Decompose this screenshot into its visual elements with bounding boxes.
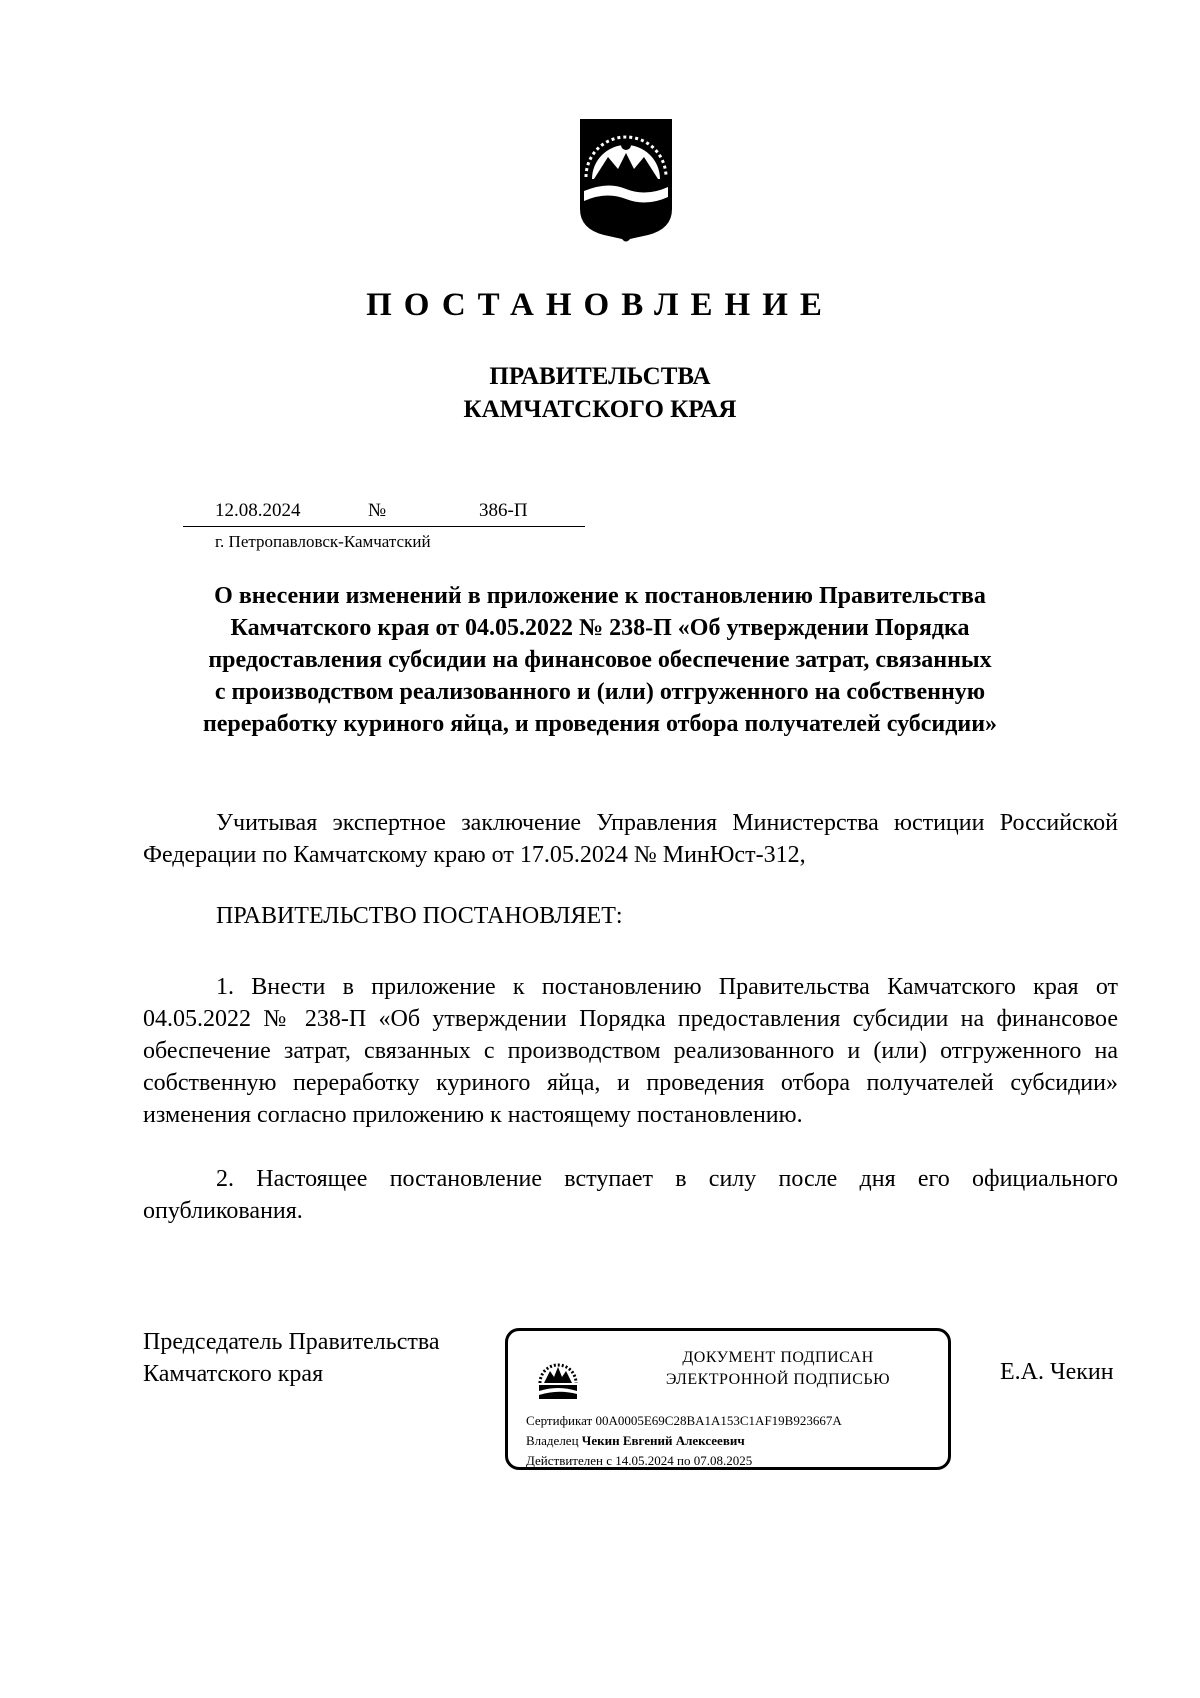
owner-label: Владелец xyxy=(526,1433,579,1448)
valid-to-value: 07.08.2025 xyxy=(693,1453,753,1468)
certificate-line xyxy=(526,1413,842,1429)
valid-from-label: с xyxy=(606,1453,612,1468)
signatory-position xyxy=(143,1326,440,1390)
decree-statement: ПРАВИТЕЛЬСТВО ПОСТАНОВЛЯЕТ: xyxy=(216,903,623,929)
stamp-heading xyxy=(618,1347,938,1391)
stamp-emblem-icon xyxy=(536,1349,580,1401)
preamble-paragraph: Учитывая экспертное заключение Управления Министерства юстиции Российской Федерации по Камчатскому краю от 17.05.2024 № МинЮст-312, xyxy=(143,810,1118,868)
document-date: 12.08.2024 xyxy=(215,500,301,521)
item-2-paragraph: 2. Настоящее постановление вступает в силу после дня его официального опубликования. xyxy=(143,1166,1118,1224)
item-1-paragraph: 1. Внести в приложение к постановлению Правительства Камчатского края от 04.05.2022 № 238-П «Об утверждении Порядка предоставления субсидии на финансовое обеспечение затрат, связанных с производством реализованного и (или) отгруженного на собственную переработку куриного яйца, и проведения отбора получателей субсидии» изменения согласно приложению к настоящему постановлению. xyxy=(143,974,1118,1128)
registration-underline xyxy=(183,526,585,527)
position-line-2: Камчатского края xyxy=(143,1361,324,1387)
position-line-1: Председатель Правительства xyxy=(143,1329,440,1355)
heading-line-1: О внесении изменений в приложение к постановлению Правительства xyxy=(214,583,986,609)
document-place: г. Петропавловск-Камчатский xyxy=(215,532,431,551)
valid-to-label: по xyxy=(677,1453,691,1468)
validity-line xyxy=(526,1453,752,1469)
valid-from-value: 14.05.2024 xyxy=(615,1453,674,1468)
document-number: 386-П xyxy=(479,500,528,521)
certificate-label: Сертификат xyxy=(526,1413,593,1428)
owner-value: Чекин Евгений Алексеевич xyxy=(581,1433,745,1448)
kamchatka-emblem-icon xyxy=(578,117,674,247)
issuing-authority xyxy=(0,360,1200,426)
authority-line-2: КАМЧАТСКОГО КРАЯ xyxy=(463,396,737,423)
electronic-signature-stamp xyxy=(505,1328,951,1470)
valid-label: Действителен xyxy=(526,1453,603,1468)
heading-line-4: с производством реализованного и (или) отгруженного на собственную xyxy=(214,679,986,705)
stamp-heading-line-1: ДОКУМЕНТ ПОДПИСАН xyxy=(682,1349,874,1366)
authority-line-1: ПРАВИТЕЛЬСТВА xyxy=(489,363,711,390)
owner-line xyxy=(526,1433,745,1449)
document-title: ПОСТАНОВЛЕНИЕ xyxy=(366,287,834,323)
signatory-name: Е.А. Чекин xyxy=(1000,1359,1114,1385)
stamp-heading-line-2: ЭЛЕКТРОННОЙ ПОДПИСЬЮ xyxy=(665,1371,891,1388)
certificate-value: 00A0005E69C28BA1A153C1AF19B923667A xyxy=(595,1413,842,1428)
heading-line-5: переработку куриного яйца, и проведения отбора получателей субсидии» xyxy=(202,711,998,737)
number-sign: № xyxy=(368,500,387,521)
document-heading xyxy=(140,580,1060,740)
heading-line-3: предоставления субсидии на финансовое обеспечение затрат, связанных xyxy=(208,647,992,673)
heading-line-2: Камчатского края от 04.05.2022 № 238-П «Об утверждении Порядка xyxy=(230,615,970,641)
